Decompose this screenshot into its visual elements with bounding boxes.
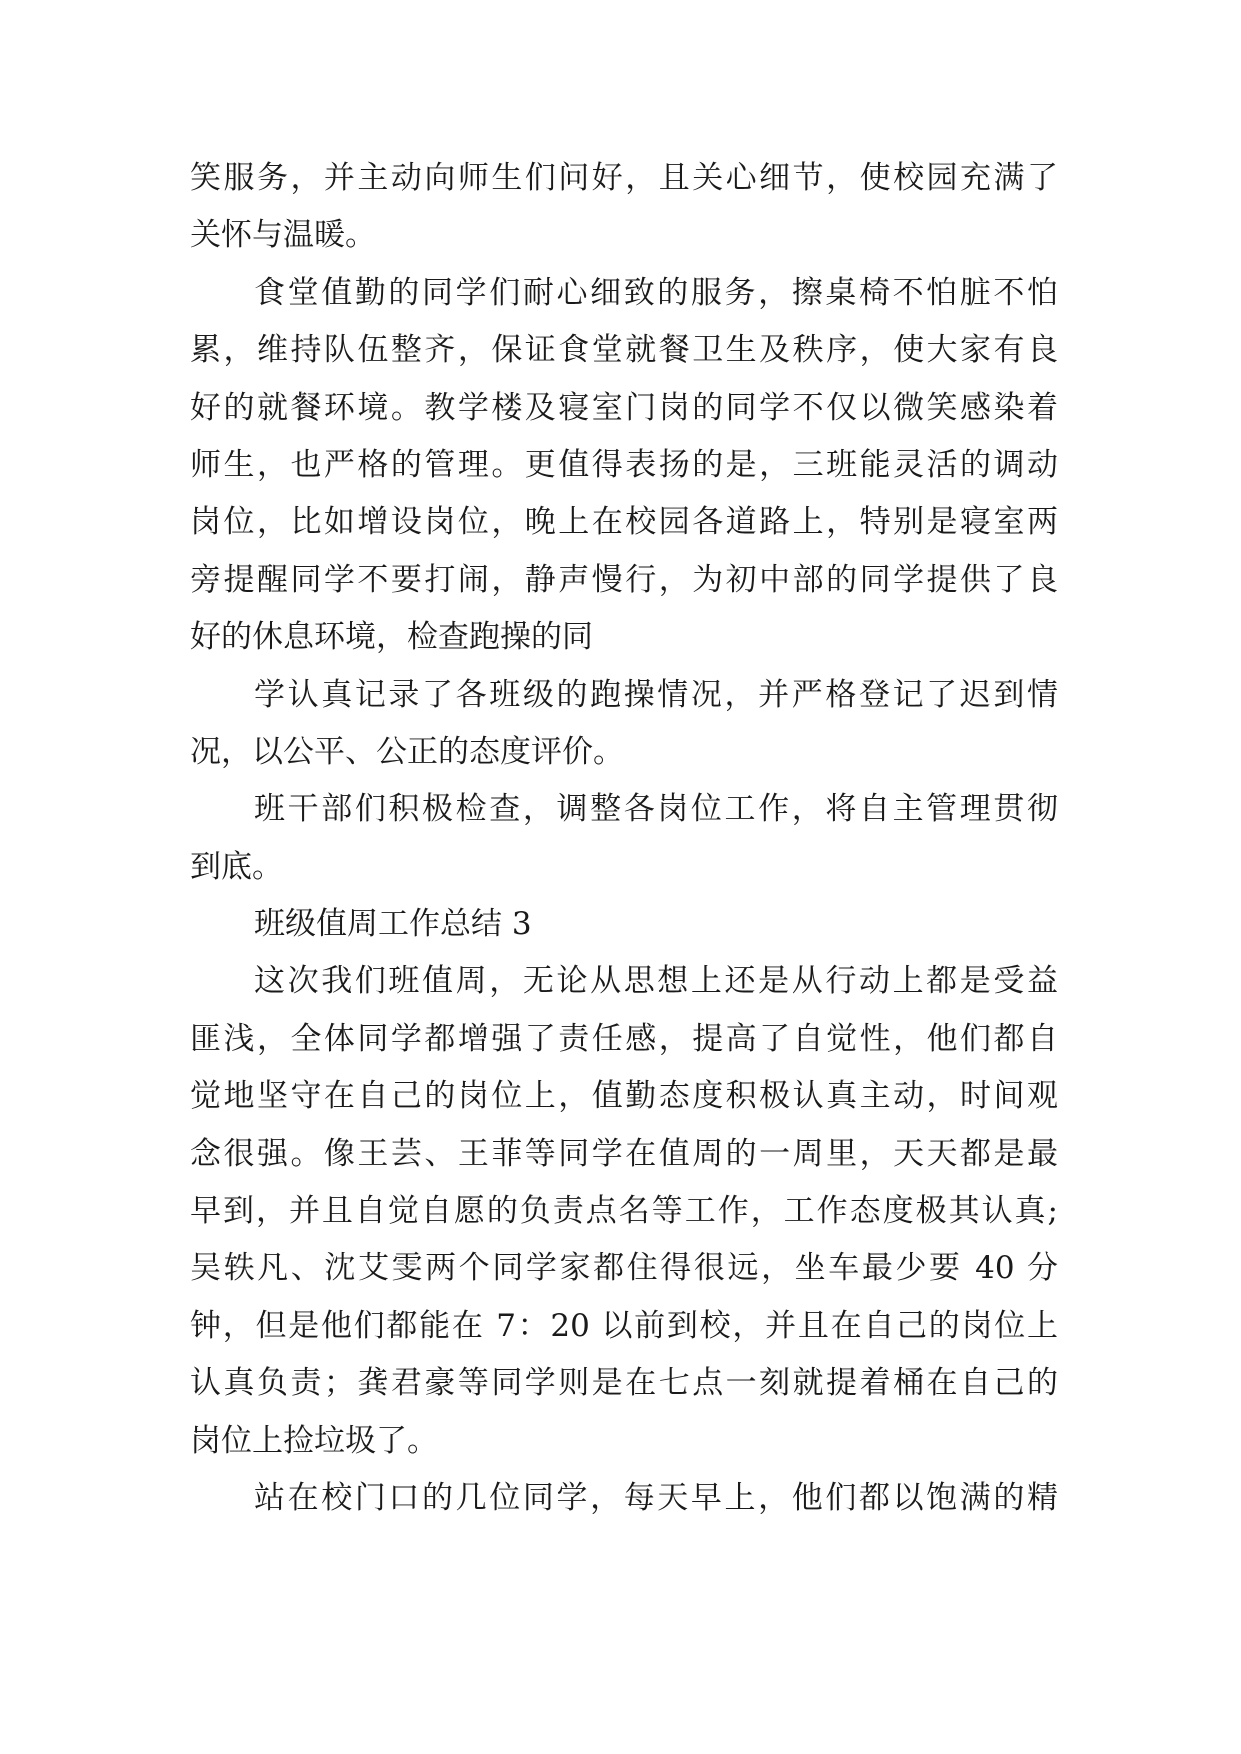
text-line: 站在校门口的几位同学，每天早上，他们都以饱满的精 (254, 1479, 1058, 1516)
text-line: 到底。 (190, 848, 283, 885)
text-line: 好的休息环境，检查跑操的同 (190, 619, 593, 656)
text-line: 这次我们班值周，无论从思想上还是从行动上都是受益 (254, 963, 1058, 1000)
text-line: 认真负责；龚君豪等同学则是在七点一刻就提着桶在自己的 (190, 1365, 1058, 1402)
text-line: 早到，并且自觉自愿的负责点名等工作，工作态度极其认真; (190, 1193, 1058, 1230)
text-line: 师生，也严格的管理。更值得表扬的是，三班能灵活的调动 (190, 446, 1058, 483)
text-line: 食堂值勤的同学们耐心细致的服务，擦桌椅不怕脏不怕 (254, 274, 1058, 311)
text-line: 钟，但是他们都能在 7：20 以前到校，并且在自己的岗位上 (190, 1307, 1058, 1344)
text-line: 岗位，比如增设岗位，晚上在校园各道路上，特别是寝室两 (190, 504, 1058, 541)
text-line: 笑服务，并主动向师生们问好，且关心细节，使校园充满了 (190, 160, 1058, 196)
text-line: 吴轶凡、沈艾雯两个同学家都住得很远，坐车最少要 40 分 (190, 1250, 1058, 1287)
text-line: 岗位上捡垃圾了。 (190, 1422, 438, 1459)
text-line: 班级值周工作总结 3 (254, 906, 532, 943)
text-line: 累，维持队伍整齐，保证食堂就餐卫生及秩序，使大家有良 (190, 332, 1058, 369)
text-line: 班干部们积极检查，调整各岗位工作，将自主管理贯彻 (254, 791, 1058, 828)
text-line: 旁提醒同学不要打闹，静声慢行，为初中部的同学提供了良 (190, 561, 1058, 598)
text-line: 觉地坚守在自己的岗位上，值勤态度积极认真主动，时间观 (190, 1078, 1058, 1115)
text-line: 学认真记录了各班级的跑操情况，并严格登记了迟到情 (254, 676, 1058, 713)
text-line: 匪浅，全体同学都增强了责任感，提高了自觉性，他们都自 (190, 1020, 1058, 1057)
text-line: 好的就餐环境。教学楼及寝室门岗的同学不仅以微笑感染着 (190, 389, 1058, 426)
document-body (190, 150, 1058, 1527)
text-line: 况，以公平、公正的态度评价。 (190, 733, 624, 770)
text-line: 关怀与温暖。 (190, 217, 376, 254)
text-line: 念很强。像王芸、王菲等同学在值周的一周里，天天都是最 (190, 1135, 1058, 1172)
